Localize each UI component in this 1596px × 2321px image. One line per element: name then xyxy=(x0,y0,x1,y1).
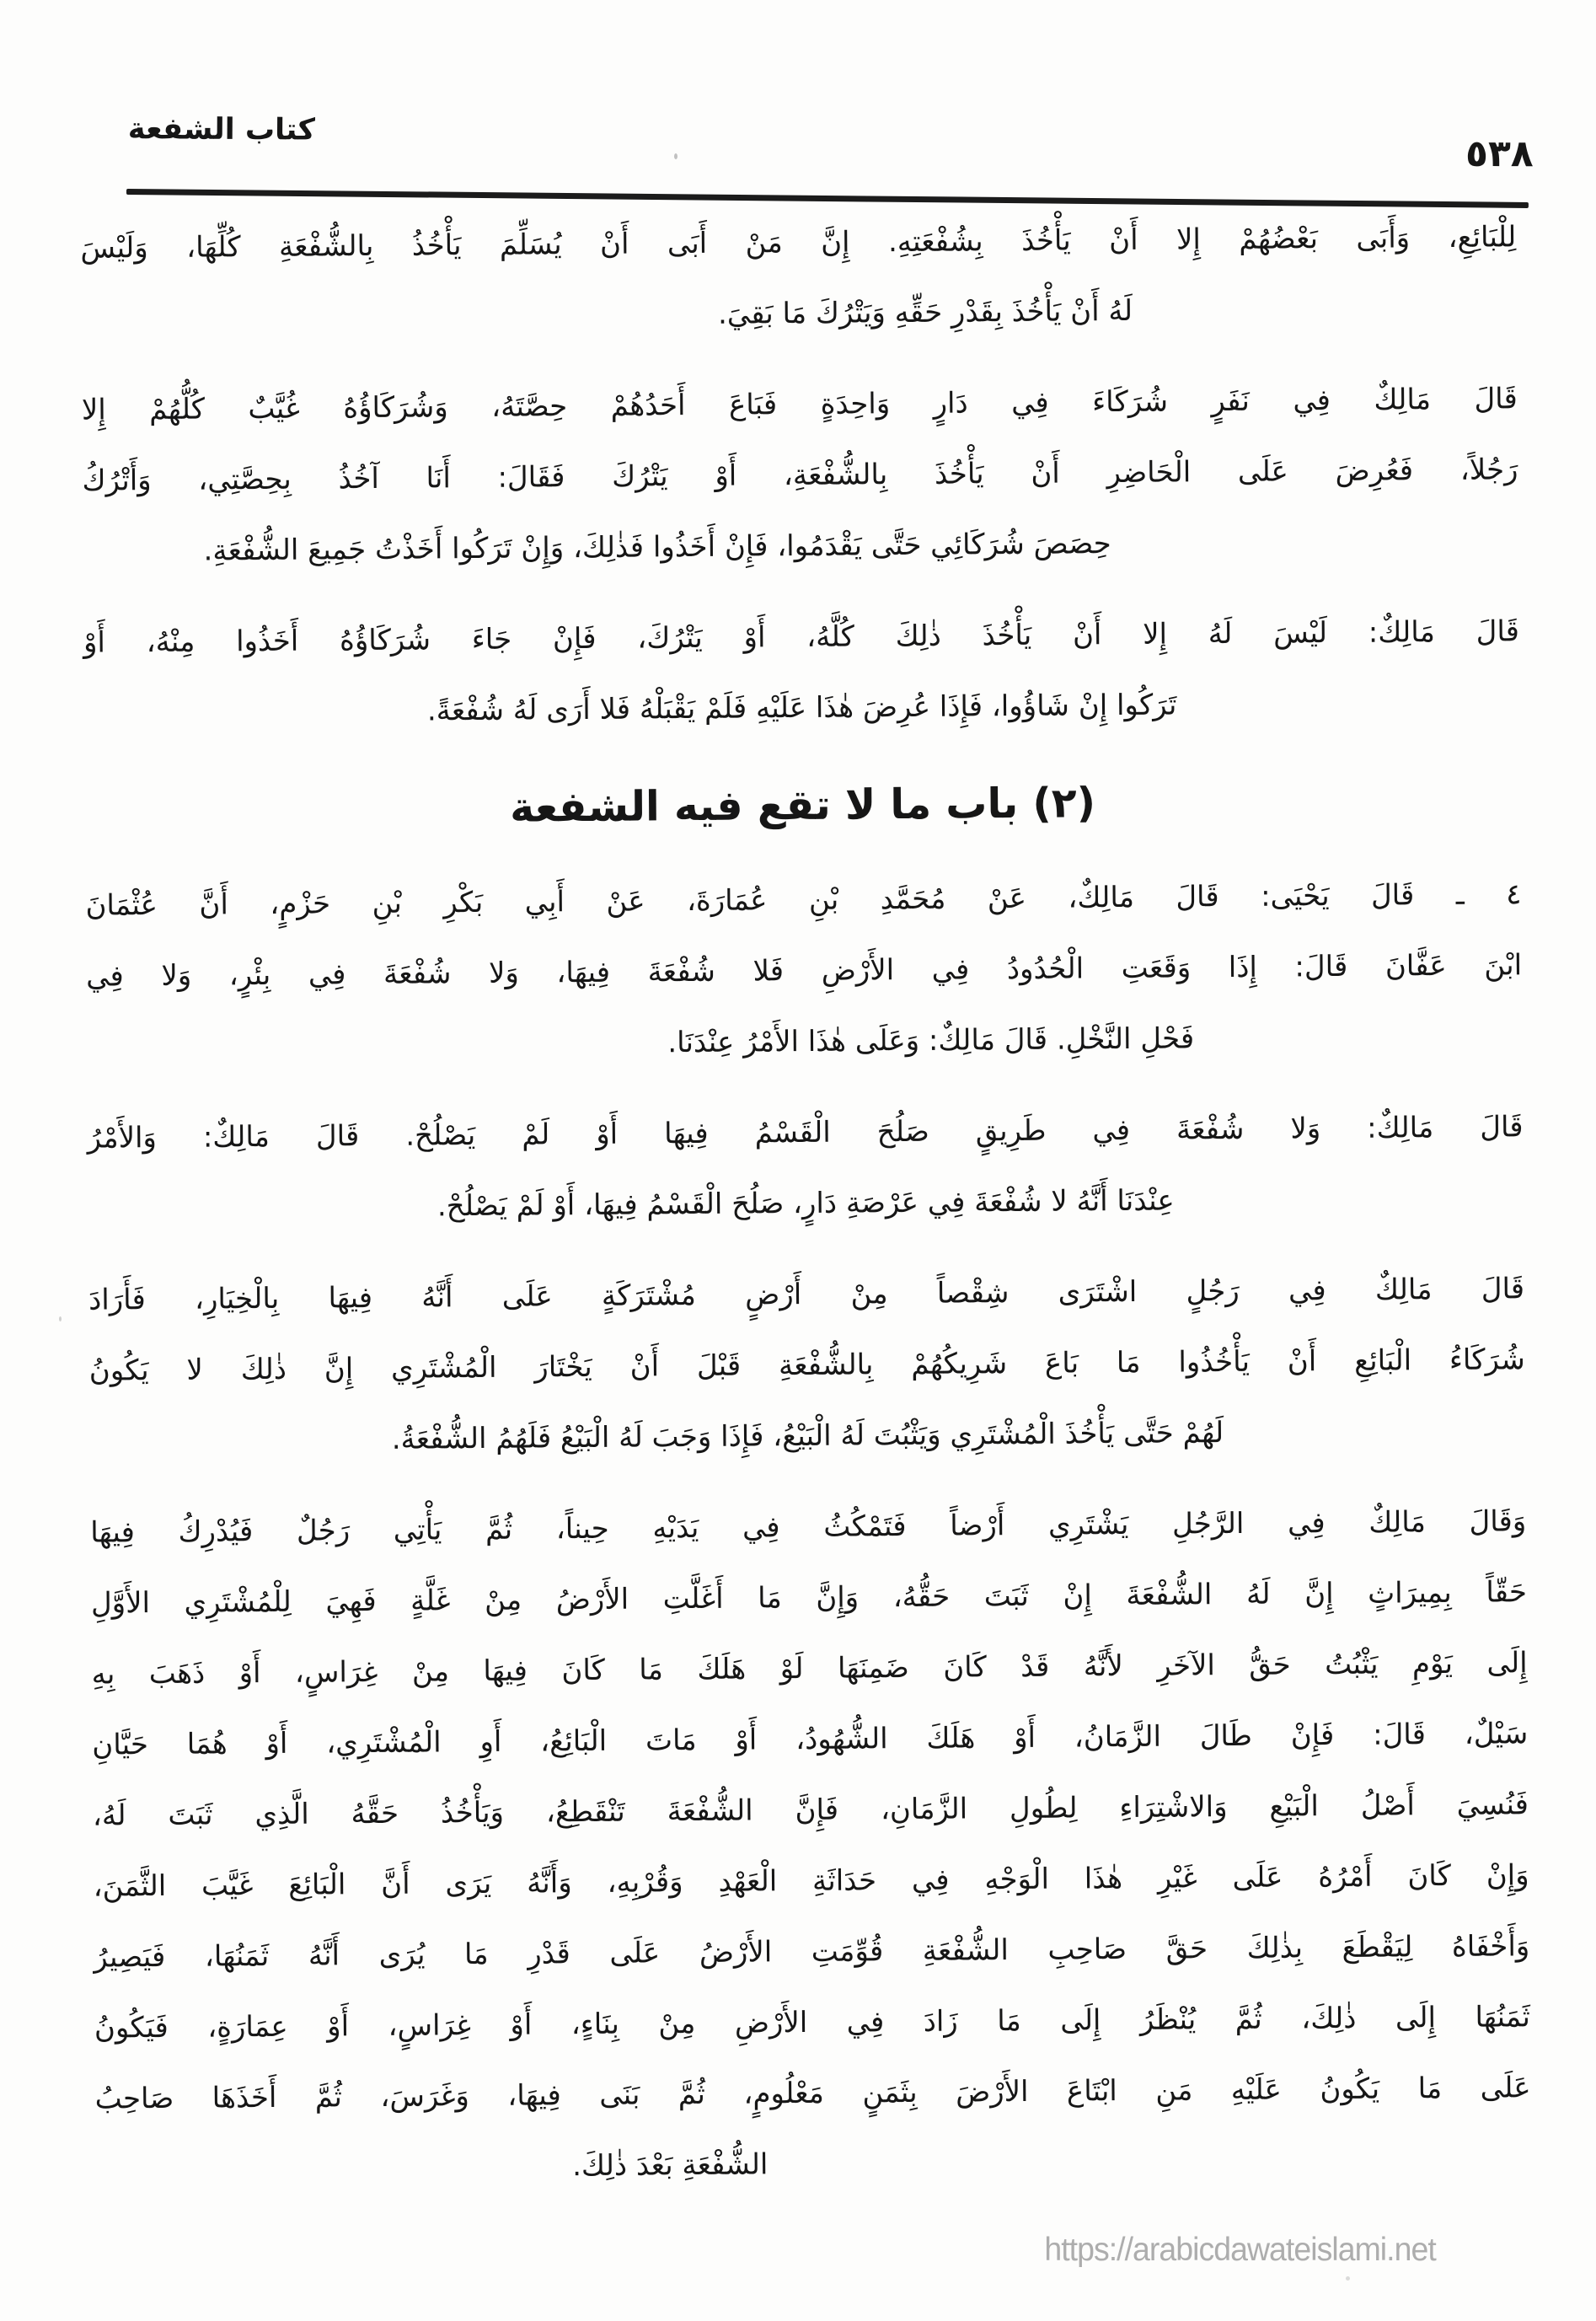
text-line: فَحْلِ النَّخْلِ. قَالَ مَالِكٌ: وَعَلَى هٰذَا الأَمْرُ عِنْدَنَا. xyxy=(667,1021,1195,1060)
text-line: تَرَكُوا إِنْ شَاؤُوا، فَإِذَا عُرِضَ هٰذَا عَلَيْهِ فَلَمْ يَقْبَلْهُ فَلا أَرَى لَهُ شُفْعَةً. xyxy=(426,688,1177,728)
scan-speck xyxy=(59,1316,62,1321)
text-line: قَالَ مَالِكٌ: وَلا شُفْعَةَ فِي طَرِيقٍ صَلُحَ الْقَسْمُ فِيهَا أَوْ لَمْ يَصْلُحْ. قَالَ مَالِكٌ: وَالأَمْرُ xyxy=(87,1110,1524,1155)
text-line: ابْنَ عَفَّانَ قَالَ: إِذَا وَقَعَتِ الْحُدُودُ فِي الأَرْضِ فَلا شُفْعَةَ فِيهَا، وَلا شُفْعَةَ فِي بِئْرٍ، وَلا فِي xyxy=(85,948,1523,994)
text-line: قَالَ مَالِكٌ فِي رَجُلٍ اشْتَرَى شِقْصاً مِنْ أَرْضٍ مُشْتَرَكَةٍ عَلَى أَنَّهُ فِيهَا بِالْخِيَارِ، فَأَرَادَ xyxy=(88,1272,1525,1317)
book-title: كتاب الشفعة xyxy=(127,112,316,147)
text-line: لَهُمْ حَتَّى يَأْخُذَ الْمُشْتَرِي وَيَثْبُتَ لَهُ الْبَيْعُ، فَإِذَا وَجَبَ لَهُ الْبَيْعُ فَلَهُمُ الشُّفْعَةُ. xyxy=(391,1416,1224,1456)
text-line: شُرَكَاءُ الْبَائِعِ أَنْ يَأْخُذُوا مَا بَاعَ شَرِيكُهُمْ بِالشُّفْعَةِ قَبْلَ أَنْ يَخْتَارَ الْمُشْتَرِي إِنَّ ذٰلِكَ لا يَكُونُ xyxy=(88,1343,1525,1388)
paragraph xyxy=(82,363,1519,587)
text-line: وَقَالَ مَالِكٌ فِي الرَّجُلِ يَشْتَرِي أَرْضاً فَتَمْكُثُ فِي يَدَيْهِ حِيناً، ثُمَّ يَأْتِي رَجُلٌ فَيُدْرِكُ فِيهَا xyxy=(90,1504,1527,1550)
paragraph xyxy=(85,859,1523,1082)
paragraph xyxy=(90,1486,1532,2205)
text-line: ثَمَنُهَا إِلَى ذٰلِكَ، ثُمَّ يُنْظَرُ إِلَى مَا زَادَ فِي الأَرْضِ مِنْ بِنَاءٍ، أَوْ غِرَاسٍ، أَوْ عِمَارَةٍ، فَيَكُونُ xyxy=(94,2000,1531,2045)
text-line: رَجُلاً، فَعُرِضَ عَلَى الْحَاضِرِ أَنْ يَأْخُذَ بِالشُّفْعَةِ، أَوْ يَتْرُكَ فَقَالَ: أَنَا آخُذُ بِحِصَّتِي، وَأَتْرُكُ xyxy=(82,453,1518,498)
scan-speck xyxy=(674,153,677,159)
paragraph xyxy=(88,1253,1526,1477)
text-line: قَالَ مَالِكٌ فِي نَفَرٍ شُرَكَاءَ فِي دَارٍ وَاحِدَةٍ فَبَاعَ أَحَدُهُمْ حِصَّتَهُ، وَشُرَكَاؤُهُ غُيَّبٌ كُلُّهُمْ إِلا xyxy=(81,382,1518,427)
running-head xyxy=(0,0,1596,216)
text-line: لِلْبَائِعِ، وَأَبَى بَعْضُهُمْ إِلا أَنْ يَأْخُذَ بِشُفْعَتِهِ. إِنَّ مَنْ أَبَى أَنْ يُسَلِّمَ يَأْخُذُ بِالشُّفْعَةِ كُلِّهَا، وَلَيْسَ xyxy=(80,220,1517,265)
text-line: الشُّفْعَةِ بَعْدَ ذٰلِكَ. xyxy=(571,2147,769,2184)
text-line: حَقّاً بِمِيرَاثٍ إِنَّ لَهُ الشُّفْعَةَ إِنْ ثَبَتَ حَقُّهُ، وَإِنَّ مَا أَغَلَّتِ الأَرْضُ مِنْ غَلَّةٍ فَهِيَ لِلْمُشْتَرِي الأَوَّلِ xyxy=(90,1575,1528,1621)
paragraph xyxy=(80,201,1517,354)
text-line: عِنْدَنَا أَنَّهُ لا شُفْعَةَ فِي عَرْصَةِ دَارٍ، صَلُحَ الْقَسْمُ فِيهَا، أَوْ لَمْ يَصْلُحْ. xyxy=(436,1183,1175,1224)
section-heading: (٢) باب ما لا تقع فيه الشفعة xyxy=(509,779,1096,832)
text-line: عَلَى مَا يَكُونُ عَلَيْهِ مَنِ ابْتَاعَ الأَرْضَ بِثَمَنٍ مَعْلُومٍ، ثُمَّ بَنَى فِيهَا، وَغَرَسَ، ثُمَّ أَخَذَهَا صَاحِبُ xyxy=(94,2071,1531,2116)
text-line: حِصَصَ شُرَكَائِي حَتَّى يَقْدَمُوا، فَإِنْ أَخَذُوا فَذٰلِكَ، وَإِنْ تَرَكُوا أَخَذْتُ جَمِيعَ الشُّفْعَةِ. xyxy=(203,527,1111,568)
paragraph xyxy=(87,1091,1524,1244)
text-line: وَأَخْفَاهُ لِيَقْطَعَ بِذٰلِكَ حَقَّ صَاحِبِ الشُّفْعَةِ قُوِّمَتِ الأَرْضُ عَلَى قَدْرِ مَا يُرَى أَنَّهُ ثَمَنُهَا، فَيَصِيرُ xyxy=(94,1929,1530,1975)
text-line: لَهُ أَنْ يَأْخُذَ بِقَدْرِ حَقِّهِ وَيَتْرُكَ مَا بَقِيَ. xyxy=(717,293,1133,331)
text-line: وَإِنْ كَانَ أَمْرُهُ عَلَى غَيْرِ هٰذَا الْوَجْهِ فِي حَدَاثَةِ الْعَهْدِ وَقُرْبِهِ، وَأَنَّهُ يَرَى أَنَّ الْبَائِعَ غَيَّبَ الثَّمَنَ، xyxy=(93,1858,1529,1904)
page-number: ٥٣٨ xyxy=(1465,131,1534,176)
text-line: فَنُسِيَ أَصْلُ الْبَيْعِ وَالاشْتِرَاءِ لِطُولِ الزَّمَانِ، فَإِنَّ الشُّفْعَةَ تَنْقَطِعُ، وَيَأْخُذُ حَقَّهُ الَّذِي ثَبَتَ لَهُ، xyxy=(92,1788,1529,1833)
scan-speck xyxy=(1346,2276,1350,2281)
text-line: قَالَ مَالِكٌ: لَيْسَ لَهُ إِلا أَنْ يَأْخُذَ ذٰلِكَ كُلَّهُ، أَوْ يَتْرُكَ، فَإِنْ جَاءَ شُرَكَاؤُهُ أَخَذُوا مِنْهُ، أَوْ xyxy=(83,614,1520,660)
text-line: ٤ ـ قَالَ يَحْيَى: قَالَ مَالِكٌ، عَنْ مُحَمَّدِ بْنِ عُمَارَةَ، عَنْ أَبِي بَكْرِ بْنِ حَزْمٍ، أَنَّ عُثْمَانَ xyxy=(85,877,1522,923)
body-text xyxy=(80,201,1532,2225)
paragraph xyxy=(83,596,1520,748)
text-line: سَيْلٌ، قَالَ: فَإِنْ طَالَ الزَّمَانُ، أَوْ هَلَكَ الشُّهُودُ، أَوْ مَاتَ الْبَائِعُ، أَوِ الْمُشْتَرِي، أَوْ هُمَا حَيَّانِ xyxy=(92,1717,1529,1762)
text-line: إِلَى يَوْمِ يَثْبُتُ حَقُّ الآخَرِ لأَنَّهُ قَدْ كَانَ ضَمِنَهَا لَوْ هَلَكَ مَا كَانَ فِيهَا مِنْ غِرَاسٍ، أَوْ ذَهَبَ بِهِ xyxy=(91,1646,1528,1691)
watermark-url: https://arabicdawateislami.net xyxy=(1044,2232,1436,2268)
